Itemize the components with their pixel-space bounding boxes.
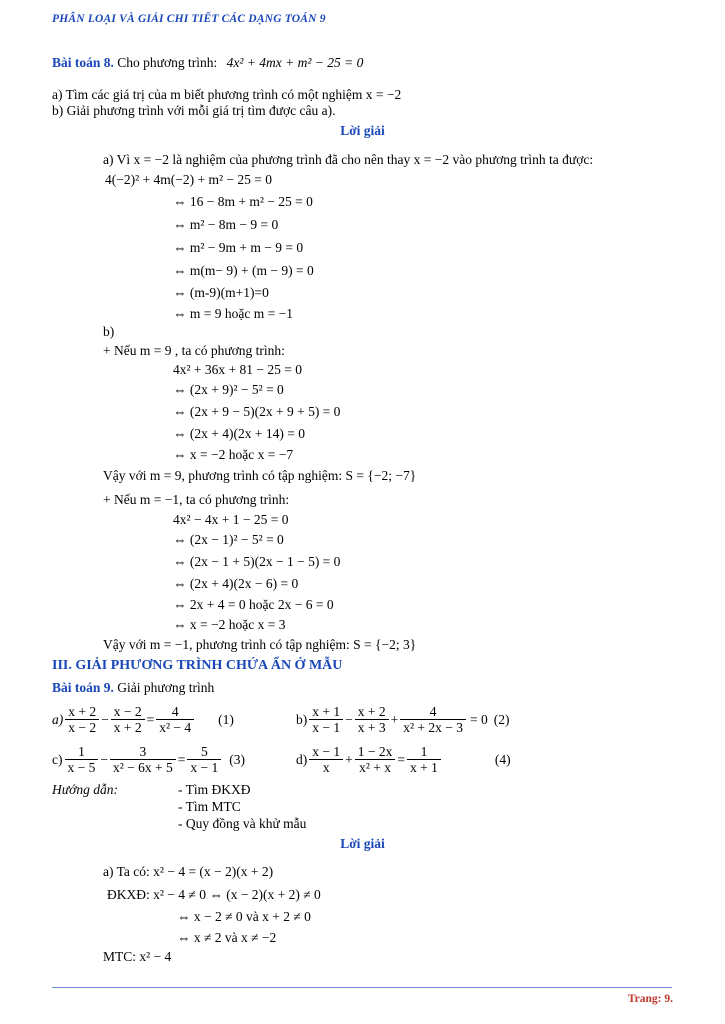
- numerator: x − 2: [111, 704, 145, 720]
- solution-line: ⇔ x − 2 ≠ 0 và x + 2 ≠ 0: [177, 909, 311, 924]
- equation-tag: (3): [229, 751, 246, 767]
- equation-a: [52, 704, 234, 735]
- eq-prefix: d): [296, 751, 308, 767]
- operator: =: [397, 751, 405, 767]
- case-1-conclusion: Vậy với m = 9, phương trình có tập nghiệm: S = {−2; −7}: [103, 468, 417, 483]
- operator: =: [146, 711, 155, 727]
- fraction: [309, 744, 343, 775]
- fraction: [407, 744, 441, 775]
- denominator: x − 5: [67, 760, 96, 775]
- case-2-step: ⇔ (2x + 4)(2x − 6) = 0: [173, 576, 299, 591]
- solution-line: MTC: x² − 4: [103, 949, 172, 964]
- problem-9-statement: [52, 680, 214, 696]
- fraction: [355, 744, 396, 775]
- numerator: 1: [65, 744, 99, 760]
- a-step: ⇔ m = 9 hoặc m = −1: [173, 306, 293, 321]
- guide-item: - Tìm MTC: [178, 799, 241, 814]
- case-2-intro: + Nếu m = −1, ta có phương trình:: [103, 492, 290, 507]
- denominator: x² + x: [359, 760, 392, 775]
- numerator: 1: [407, 744, 441, 760]
- equation-tail: = 0: [470, 711, 488, 727]
- numerator: 1 − 2x: [355, 744, 396, 760]
- operator: +: [345, 751, 353, 767]
- fraction: [309, 704, 343, 735]
- fraction: [110, 744, 176, 775]
- problem-8-statement: [52, 55, 363, 71]
- part-a-intro: a) Vì x = −2 là nghiệm của phương trình đã cho nên thay x = −2 vào phương trình ta được:: [103, 152, 594, 167]
- problem-9-label: Bài toán 9.: [52, 680, 114, 695]
- equation-tag: (1): [218, 711, 234, 727]
- problem-8-question-b: b) Giải phương trình với mỗi giá trị tìm được câu a).: [52, 103, 336, 118]
- denominator: x + 3: [357, 720, 386, 735]
- solution-line: ⇔ x ≠ 2 và x ≠ −2: [177, 930, 277, 945]
- solution-line: ĐKXĐ: x² − 4 ≠ 0 ⇔ (x − 2)(x + 2) ≠ 0: [107, 887, 321, 902]
- fraction: [111, 704, 145, 735]
- operator: +: [390, 711, 399, 727]
- numerator: 3: [110, 744, 176, 760]
- equation-b: [296, 704, 510, 735]
- numerator: x + 1: [309, 704, 343, 720]
- numerator: 5: [187, 744, 221, 760]
- case-2-step: 4x² − 4x + 1 − 25 = 0: [173, 512, 289, 527]
- fraction: [400, 704, 466, 735]
- guide-label: Hướng dẫn:: [52, 782, 118, 797]
- case-2-conclusion: Vậy với m = −1, phương trình có tập nghiệm: S = {−2; 3}: [103, 637, 417, 652]
- guide-item: - Tìm ĐKXĐ: [178, 782, 251, 797]
- numerator: 4: [156, 704, 194, 720]
- operator: =: [177, 751, 186, 767]
- denominator: x: [322, 760, 330, 775]
- denominator: x + 2: [113, 720, 142, 735]
- fraction: [65, 744, 99, 775]
- guide-item: - Quy đồng và khử mẫu: [178, 816, 307, 831]
- case-1-step: 4x² + 36x + 81 − 25 = 0: [173, 362, 303, 377]
- case-2-step: ⇔ (2x − 1 + 5)(2x − 1 − 5) = 0: [173, 554, 341, 569]
- solution-title-9: Lời giải: [340, 836, 385, 851]
- solution-line: a) Ta có: x² − 4 = (x − 2)(x + 2): [103, 864, 274, 879]
- problem-8-label: Bài toán 8.: [52, 55, 114, 70]
- denominator: x − 2: [68, 720, 97, 735]
- case-1-step: ⇔ (2x + 9)² − 5² = 0: [173, 382, 284, 397]
- operator: −: [100, 751, 108, 767]
- eq-prefix: b): [296, 711, 308, 727]
- denominator: x − 1: [190, 760, 219, 775]
- problem-8-equation: 4x² + 4mx + m² − 25 = 0: [226, 55, 364, 70]
- fraction: [65, 704, 99, 735]
- a-step: ⇔ m² − 9m + m − 9 = 0: [173, 240, 304, 255]
- case-1-step: ⇔ (2x + 4)(2x + 14) = 0: [173, 426, 305, 441]
- part-b-label: b): [103, 324, 115, 339]
- a-step: ⇔ m(m− 9) + (m − 9) = 0: [173, 263, 314, 278]
- page-header: PHÂN LOẠI VÀ GIẢI CHI TIẾT CÁC DẠNG TOÁN 9: [52, 13, 326, 25]
- equation-c: [52, 744, 245, 775]
- operator: −: [101, 711, 109, 727]
- case-1-step: ⇔ x = −2 hoặc x = −7: [173, 447, 294, 462]
- page-number: Trang: 9.: [627, 993, 673, 1005]
- problem-8-question-a: a) Tìm các giá trị của m biết phương trình có một nghiệm x = −2: [52, 87, 402, 102]
- equation-tag: (4): [494, 751, 511, 767]
- eq-prefix: c): [52, 751, 63, 767]
- a-step: 4(−2)² + 4m(−2) + m² − 25 = 0: [105, 172, 273, 187]
- operator: −: [345, 711, 353, 727]
- a-step: ⇔ 16 − 8m + m² − 25 = 0: [173, 194, 313, 209]
- footer-divider: [52, 987, 672, 988]
- case-1-step: ⇔ (2x + 9 − 5)(2x + 9 + 5) = 0: [173, 404, 341, 419]
- denominator: x + 1: [410, 760, 438, 775]
- numerator: 4: [400, 704, 466, 720]
- numerator: x + 2: [355, 704, 389, 720]
- numerator: x + 2: [65, 704, 99, 720]
- denominator: x² + 2x − 3: [403, 720, 464, 735]
- equation-tag: (2): [493, 711, 510, 727]
- problem-9-text: Giải phương trình: [117, 680, 215, 695]
- fraction: [156, 704, 194, 735]
- case-2-step: ⇔ x = −2 hoặc x = 3: [173, 617, 286, 632]
- fraction: [187, 744, 221, 775]
- case-1-intro: + Nếu m = 9 , ta có phương trình:: [103, 343, 285, 358]
- denominator: x − 1: [312, 720, 341, 735]
- denominator: x² − 6x + 5: [113, 760, 173, 775]
- problem-8-text: Cho phương trình:: [117, 55, 218, 70]
- case-2-step: ⇔ 2x + 4 = 0 hoặc 2x − 6 = 0: [173, 597, 334, 612]
- a-step: ⇔ (m-9)(m+1)=0: [173, 285, 269, 300]
- section-3-title: III. GIẢI PHƯƠNG TRÌNH CHỨA ẨN Ở MẪU: [52, 658, 343, 673]
- denominator: x² − 4: [159, 720, 192, 735]
- a-step: ⇔ m² − 8m − 9 = 0: [173, 217, 279, 232]
- numerator: x − 1: [309, 744, 343, 760]
- case-2-step: ⇔ (2x − 1)² − 5² = 0: [173, 532, 284, 547]
- fraction: [355, 704, 389, 735]
- equation-d: [296, 744, 511, 775]
- eq-prefix: a): [52, 711, 64, 727]
- solution-title-8: Lời giải: [340, 123, 385, 138]
